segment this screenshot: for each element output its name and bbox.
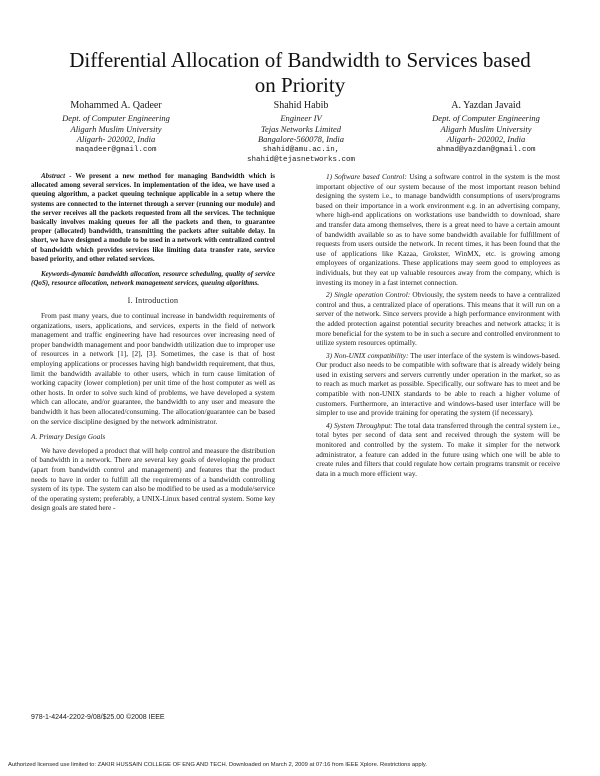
author-email: shahid@amu.ac.in, shahid@tejasnetworks.com — [246, 145, 356, 164]
goal-paragraph-2 — [316, 290, 560, 348]
author-email: maqadeer@gmail.com — [75, 145, 157, 154]
author-name: Mohammed A. Qadeer — [70, 100, 162, 111]
copyright-notice: 978-1-4244-2202-9/08/$25.00 ©2008 IEEE — [31, 714, 165, 721]
author-name: Shahid Habib — [273, 100, 329, 111]
download-footer: Authorized licensed use limited to: ZAKIR HUSSAIN COLLEGE OF ENG AND TECH. Downloaded on March 2, 2009 at 07:16 from IEEE Xplore. Restrictions apply. — [8, 762, 427, 768]
goal-lead: 2) Single operation Control: — [326, 290, 411, 300]
goal-lead: 4) System Throughput: — [326, 420, 393, 430]
author-3 — [398, 100, 574, 166]
intro-paragraph-2: We have developed a product that will help control and measure the distribution of bandwidth in a network. There are several key goals of developing the product (apart from bandwidth control and management) and features that the product needs to have in order to fulfill all the requirements of a bandwidth controlling system of its type. The system can also be modified to be used as a module/service of the operating system; preferably, a UNIX-Linux based central system. Some key design goals are stated here - — [31, 445, 275, 513]
goal-lead: 3) Non-UNIX compatibility: — [326, 350, 409, 360]
section-heading-introduction: I. Introduction — [127, 296, 179, 306]
goal-text: Obviously, the system needs to have a centralized control and thus, a centralized place of operations. This means that it will run on a server of the network. Since servers provide a high performance environment with the added protection against potential security breaches and network attacks; it is more beneficial for the system to be in such a secure and controlled environment to utilize system resources optimally. — [316, 290, 560, 348]
intro-paragraph-1: From past many years, due to continual increase in bandwidth requirements of organizations, users, applications, and services, experts in the field of network management and traffic engineering have had resources over increasing need of proper bandwidth management and poor bandwidth utilization due to improper use of resources in a network [1], [2], [3]. Sometimes, the case is that of host employing applications or processes having high bandwidth requirement, that thus, limit the bandwidth available to other users, which in turn cause limitation of working capacity (lower completion) per unit time of the host computer as well as other hosts. In order to solve such kind of problems, we have developed a system which can allocate, and/or guarantee, the bandwidth to any user and measure the bandwidth it has been allocated/consuming. The allocation/guarantee can be based on the service discipline designed by the network administrator. — [31, 311, 275, 426]
author-dept: Dept. of Computer Engineering — [62, 113, 170, 123]
author-dept: Dept. of Computer Engineering — [432, 113, 540, 123]
author-dept: Engineer IV — [280, 113, 322, 123]
goal-paragraph-1 — [316, 172, 560, 287]
author-1 — [28, 100, 204, 166]
goal-lead: 1) Software based Control: — [326, 172, 407, 181]
subsection-heading-design-goals: A. Primary Design Goals — [31, 432, 106, 442]
paper-title: Differential Allocation of Bandwidth to Services based on Priority — [69, 48, 531, 97]
goal-paragraph-3 — [316, 351, 560, 418]
goal-text: The user interface of the system is windows-based. Our product also needs to be compatible with software that is already widely being used in existing servers and servers currently under operation in the market, so as to reach as much market as possible. Specifically, our software has to meet and be compatible with non-UNIX standards to be able to reach a higher volume of customers. Furthermore, an interactive and windows-based user interface will be simpler to use and provide training for operating the system (if necessary). — [316, 350, 560, 418]
keywords-text: resource scheduling, quality of service (QoS), resource allocation, network management services, queuing algorithms. — [31, 270, 275, 288]
left-column — [31, 172, 275, 516]
author-location: Bangalore-560078, India — [257, 134, 345, 144]
abstract-lead: Abstract — [41, 172, 66, 180]
goal-paragraph-4 — [316, 421, 560, 479]
author-location: Aligarh- 202002, India — [446, 134, 526, 144]
author-block — [28, 100, 574, 166]
abstract-text: - We present a new method for managing Bandwidth which is allocated among several services. In implementation of the idea, we have used a queuing algorithm, a packet queuing technique applicable in a setup where the systems are connected to the internet through a server (running our module) and the server receives all the packets requested from all the services. The technique basically involves making queues for all the packets and then, to guarantee proper (allocated) bandwidth, transmitting the packets after suitable delay. In short, we have designed a module to be used in a network with centralized control of bandwidth which provides services like limiting data transfer rate, service based priority, and other related services. — [31, 172, 275, 263]
author-org: Aligarh Muslim University — [70, 123, 162, 134]
keywords-lead: Keywords-dynamic bandwidth allocation, — [41, 270, 161, 279]
author-2 — [213, 100, 389, 166]
author-location: Aligarh- 202002, India — [76, 134, 156, 144]
author-name: A. Yazdan Javaid — [451, 100, 521, 111]
goal-text: The total data transferred through the central system i.e., total bytes per second of data sent and received through the system will be monitored and controlled by the system. To make it simpler for the network administrator, a feature can added in the future using which one will be able to create rules and filters that could regulate how certain programs transmit or receive data in a much more efficient way. — [316, 420, 560, 478]
keywords — [31, 270, 275, 288]
author-org: Aligarh Muslim University — [440, 123, 532, 134]
author-org: Tejas Networks Limited — [261, 123, 341, 134]
right-column — [316, 172, 560, 481]
author-email: ahmad@yazdan@gmail.com — [436, 145, 536, 154]
abstract — [31, 172, 275, 264]
goal-text: Using a software control in the system is the most important objective of our system because of the most important reason behind designing the system i.e., to manage bandwidth consumptions of users/programs based on their importance in a work environment e.g. in an advertising company, where high-end applications on workstations use bandwidth to download, share and transfer data among themselves, there is a great need to have a certain amount of bandwidth available so as to have some bandwidth available for fulfillment of requests from users outside the network. In recent times, it has been found that the use of applications like Kazaa, Grokster, WinMX, etc. is growing among employees of organizations. These applications may seem good to employees as individuals, but they eat up valuable resources away from the company, which is investing its money in a fast internet connection. — [316, 172, 560, 287]
